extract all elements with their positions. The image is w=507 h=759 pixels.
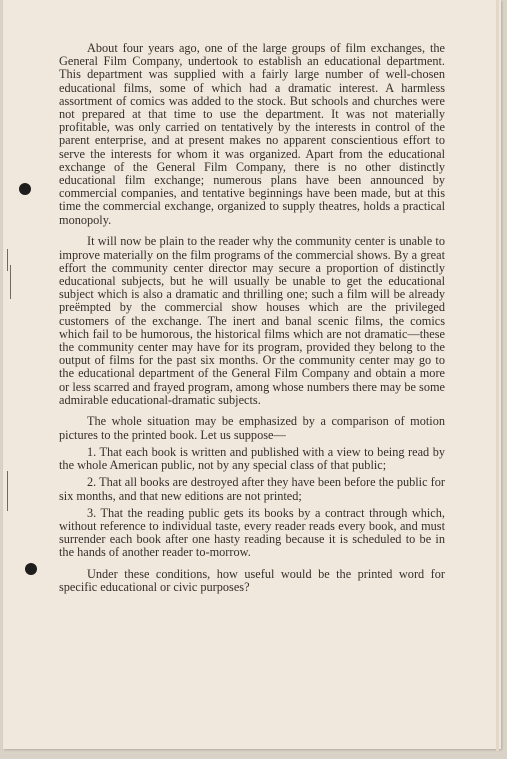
paragraph: The whole situation may be emphasized by a comparison of motion pictures to the printed book. Let us suppose— xyxy=(59,414,445,442)
closing-paragraph: Under these conditions, how useful would be the printed word for specific educational or civic purposes? xyxy=(59,567,445,595)
document-page xyxy=(3,0,501,749)
margin-mark xyxy=(7,471,8,511)
body-text xyxy=(59,42,445,603)
margin-mark xyxy=(7,249,8,271)
binding-hole-top xyxy=(19,183,31,195)
paragraph: About four years ago, one of the large groups of film exchanges, the General Film Company, undertook to establish an educational department. This department was supplied with a fairly large number of well-chosen educational films, some of which had a dramatic interest. A harmless assortment of comics was added to the stock. But schools and churches were not prepared at that time to use the department. It was not materially profitable, was only carried on tentatively by the interests in control of the parent enterprise, and at present makes no apparent conscientious effort to serve the interests for whom it was organized. Apart from the educational exchange of the General Film Company, there is no other distinctly educational film exchange; numerous plans have been announced by commercial companies, and tentative beginnings have been made, but at this time the commercial exchange, organized to supply theatres, holds a practical monopoly. xyxy=(59,41,445,227)
paragraph: It will now be plain to the reader why the community center is unable to improve materially on the film programs of the commercial shows. By a great effort the community center director may secure a proportion of distinctly educational subjects, but he will usually be unable to get the educational subject which is also a dramatic and thrilling one; such a film will be already preëmpted by the commercial show houses which are the privileged customers of the exchange. The inert and banal scenic films, the comics which fail to be humorous, the historical films which are not dramatic—these the community center may have for its program, provided they belong to the output of films for the past six months. Or the community center may go to the educational department of the General Film Company and obtain a more or less scarred and frayed program, among whose numbers there may be some admirable educational-dramatic subjects. xyxy=(59,234,445,407)
list-item: 2. That all books are destroyed after they have been before the public for six months, and that new editions are not printed; xyxy=(59,475,445,503)
margin-mark xyxy=(10,265,11,299)
binding-hole-bottom xyxy=(25,563,37,575)
list-item: 3. That the reading public gets its books by a contract through which, without reference to individual taste, every reader reads every book, and must surrender each book after one hasty reading because it is scheduled to be in the hands of another reader to-morrow. xyxy=(59,505,445,560)
page-edge xyxy=(496,0,499,751)
list-item: 1. That each book is written and published with a view to being read by the whole American public, not by any special class of that public; xyxy=(59,444,445,473)
